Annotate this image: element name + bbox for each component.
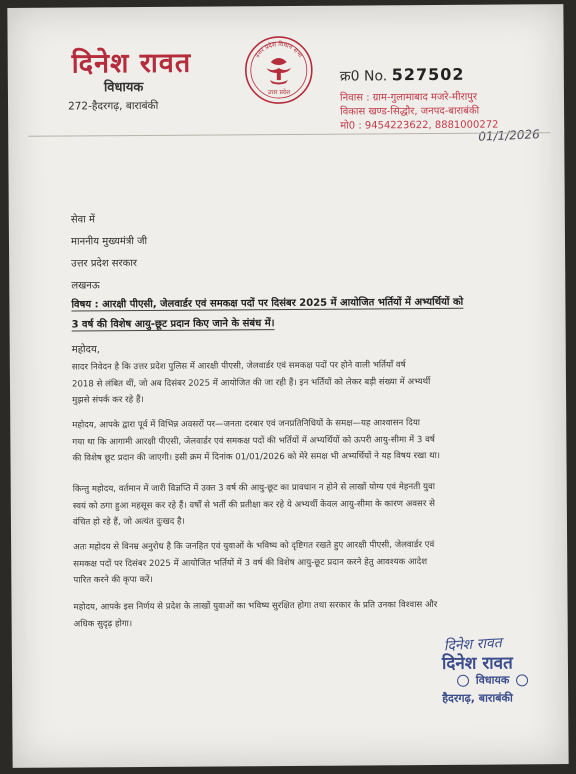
paragraph-5 — [73, 596, 539, 632]
paragraph-3 — [73, 478, 539, 531]
subject-line-2: 3 वर्ष की विशेष आयु-छूट प्रदान किए जाने के संबंध में। — [71, 318, 275, 331]
paragraph-4-line: पारित करने की कृपा करें। — [73, 574, 153, 586]
salutation: महोदय, — [71, 344, 100, 356]
paragraph-4 — [73, 536, 539, 589]
seal-text-top: उत्तर प्रदेश विधान सभा — [253, 40, 304, 60]
signatory-role — [454, 672, 531, 688]
recipient-line-4: लखनऊ — [71, 280, 100, 292]
handwritten-date: 01/1/2026 — [477, 127, 541, 144]
emblem-icon — [516, 674, 528, 686]
letterhead-divider — [28, 132, 550, 137]
reference-label: क्र0 — [339, 68, 360, 85]
letter-paper — [7, 4, 568, 768]
recipient-line-3: उत्तर प्रदेश सरकार — [71, 258, 138, 270]
paragraph-4-line: समकक्ष पदों पर दिसंबर 2025 में आयोजित भर्तियों में 3 वर्ष की विशेष आयु-छूट प्रदान करने हेतु आवश्यक आदेश — [73, 556, 428, 570]
signatory-name: दिनेश रावत — [441, 653, 513, 674]
paragraph-3-line: किन्तु महोदय, वर्तमान में जारी विज्ञप्ति में उक्त 3 वर्ष की आयु-छूट का प्रावधान न होने से लाखों योग्य एवं मेहनती युवा — [72, 481, 436, 495]
recipient-line-1: सेवा में — [70, 214, 95, 226]
residence-line-1: निवास : ग्राम-गुलामाबाद मजरे-मीरापुर — [339, 91, 478, 104]
residence-line-2: विकास खण्ड-सिद्धौर, जनपद-बाराबंकी — [340, 105, 480, 118]
subject-line-1: विषय : आरक्षी पीएसी, जेलवार्डर एवं समकक्ष पदों पर दिसंबर 2025 में आयोजित भर्तियों में अभ्यर्थियों को — [71, 296, 464, 311]
seal-text-bottom: उत्तर प्रदेश — [267, 88, 291, 97]
letterhead-constituency: 272-हैदरगढ़, बाराबंकी — [68, 99, 159, 113]
paragraph-4-line: अतः महोदय से विनम्र अनुरोध है कि जनहित एवं युवाओं के भविष्य को दृष्टिगत रखते हुए आरक्षी पीएसी, जेलवार्डर एवं — [73, 539, 435, 553]
paragraph-5-line: महोदय, आपके इस निर्णय से प्रदेश के लाखों युवाओं का भविष्य सुरक्षित होगा तथा सरकार के प्रति उनका विश्वास और — [73, 599, 438, 613]
residence-phone: मो0 : 9454223622, 8881000272 — [340, 119, 499, 132]
handwritten-signature: दिनेश रावत — [443, 635, 503, 655]
paragraph-3-line: वंचित हो रहे हैं, जो अत्यंत दुःखद है। — [72, 516, 185, 528]
reference-no-label: No. — [363, 68, 388, 85]
paragraph-1-line: 2018 से लंबित थीं, जो अब दिसंबर 2025 में आयोजित की जा रही हैं। इन भर्तियों को लेकर बड़ी संख्या में अभ्यर्थी — [71, 376, 431, 390]
paragraph-1 — [72, 356, 538, 409]
signatory-role-text: विधायक — [475, 673, 510, 687]
paragraph-2-line: महोदय, आपके द्वारा पूर्व में विभिन्न अवसरों पर—जनता दरबार एवं जनप्रतिनिधियों के समक्ष—यह आश्वासन दिया — [72, 418, 421, 431]
paragraph-2 — [72, 414, 538, 467]
paragraph-2-line: की विशेष छूट प्रदान की जाएगी। इसी क्रम में दिनांक 01/01/2026 को मेरे समक्ष भी अभ्यर्थियों ने यह विषय रखा था। — [72, 450, 441, 464]
paragraph-2-line: गया था कि आगामी आरक्षी पीएसी, जेलवार्डर एवं समकक्ष पदों की भर्तियों में अभ्यर्थियों को ऊपरी आयु-सीमा में 3 वर्ष — [72, 434, 435, 448]
state-seal-icon — [243, 34, 316, 107]
reference-number — [340, 65, 465, 86]
paragraph-3-line: स्वयं को ठगा हुआ महसूस कर रहे हैं। वर्षों से भर्ती की प्रतीक्षा कर रहे ये अभ्यर्थी केवल आयु-सीमा के कारण अवसर से — [72, 498, 435, 512]
paragraph-1-line: मुझसे संपर्क कर रहे हैं। — [72, 395, 144, 406]
emblem-icon — [457, 675, 469, 687]
paragraph-5-line: अधिक सुदृढ़ होगा। — [73, 618, 133, 630]
paragraph-1-line: सादर निवेदन है कि उत्तर प्रदेश पुलिस में आरक्षी पीएसी, जेलवार्डर एवं समकक्ष पदों पर होने वाली भर्तियाँ वर्ष — [71, 360, 406, 373]
signatory-place: हैदरगढ़, बाराबंकी — [442, 691, 513, 705]
letterhead-name: दिनेश रावत — [71, 47, 192, 80]
letterhead-title: विधायक — [103, 80, 144, 96]
recipient-line-2: माननीय मुख्यमंत्री जी — [70, 235, 148, 248]
reference-number-value: 527502 — [391, 64, 465, 85]
subject-block — [71, 292, 541, 335]
